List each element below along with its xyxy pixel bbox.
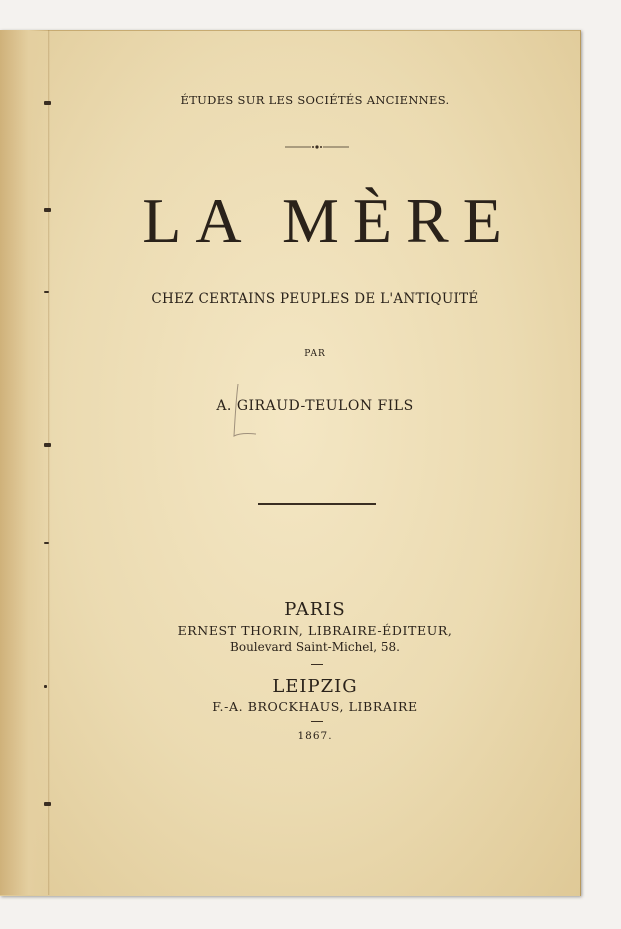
- pencil-mark: [226, 382, 266, 442]
- imprint-publisher-leipzig: F.-A. BROCKHAUS, LIBRAIRE: [212, 699, 418, 714]
- page-gutter: [0, 30, 52, 895]
- short-divider: [311, 664, 323, 665]
- imprint-city-paris: PARIS: [284, 599, 346, 620]
- ornament-divider: [285, 145, 349, 149]
- horizontal-rule: [258, 503, 376, 505]
- binding-stitch: [44, 542, 49, 544]
- binding-stitch: [44, 802, 51, 806]
- spine-fold: [48, 30, 50, 895]
- binding-stitch: [44, 291, 49, 293]
- publication-year: 1867.: [297, 730, 333, 742]
- book-title: LA MÈRE: [142, 185, 516, 256]
- author-name: A. GIRAUD-TEULON FILS: [216, 398, 414, 414]
- series-title: ÉTUDES SUR LES SOCIÉTÉS ANCIENNES.: [180, 93, 450, 107]
- binding-stitch: [44, 443, 51, 447]
- imprint-city-leipzig: LEIPZIG: [272, 676, 358, 697]
- binding-stitch: [44, 208, 51, 212]
- imprint-address: Boulevard Saint-Michel, 58.: [230, 640, 400, 654]
- book-subtitle: CHEZ CERTAINS PEUPLES DE L'ANTIQUITÉ: [151, 291, 479, 307]
- binding-stitch: [44, 101, 51, 105]
- binding-stitch: [44, 685, 47, 688]
- by-label: PAR: [304, 349, 326, 359]
- short-divider: [311, 721, 323, 722]
- imprint-publisher-paris: ERNEST THORIN, LIBRAIRE-ÉDITEUR,: [177, 623, 453, 638]
- title-page: [0, 30, 581, 896]
